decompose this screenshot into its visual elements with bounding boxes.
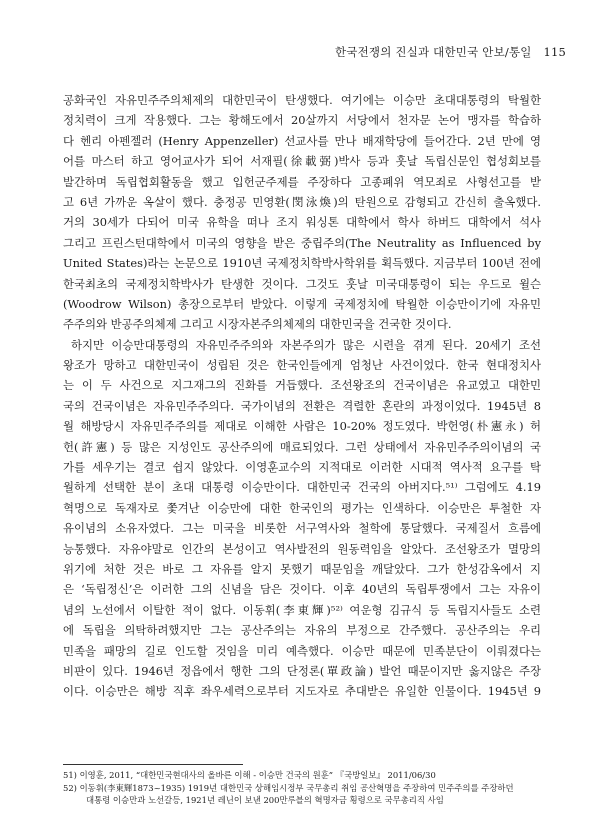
- text-line: 혁명으로 독재자로 쫓겨난 이승만에 대한 한국인의 평가는 인색하다. 이승만은 투철한 자: [63, 500, 541, 515]
- text-line: 민족을 패망의 길로 인도할 것임을 미리 예측했다. 이승만 때문에 민족분단이 이뤄졌다는: [63, 643, 541, 658]
- text-line: United States)라는 논문으로 1910년 국제정치학박사학위를 획득했다. 지금부터 100년 전에: [63, 256, 541, 271]
- text-line: 주주의와 반공주의체제 그리고 시장자본주의체제의 대한민국을 건국한 것이다.: [63, 317, 452, 332]
- body-text: [63, 90, 541, 702]
- text-line: 념의 노선에서 이탈한 적이 없다. 이동휘(李東輝)⁵²⁾ 여운형 김규식 등 독립지사들도 소련: [63, 602, 541, 617]
- text-line: 월하게 선택한 분이 초대 대통령 이승만이다. 대한민국 건국의 아버지다.⁵¹⁾ 그럼에도 4.19: [63, 480, 541, 495]
- text-line: 그리고 프린스턴대학에서 미국의 영향을 받은 중립주의(The Neutrality as Influenced by: [63, 235, 541, 250]
- text-line: (Woodrow Wilson) 총장으로부터 받았다. 이렇게 국제정치에 탁월한 이승만이기에 자유민: [63, 296, 541, 311]
- text-line: 유이념의 소유자였다. 그는 미국을 비롯한 서구역사와 철학에 통달했다. 국제질서 흐름에: [63, 521, 541, 536]
- footnote-52: 52) 이동휘(李東輝1873~1935) 1919년 대한민국 상해임시정부 국무총리 취임 공산혁명을 주장하여 민주주의를 주장하던: [63, 782, 514, 793]
- text-line: 다 헨리 아펜젤러 (Henry Appenzeller) 선교사를 만나 배재학당에 들어간다. 2년 만에 영: [63, 133, 541, 148]
- text-line: 공화국인 자유민주주의체제의 대한민국이 탄생했다. 여기에는 이승만 초대대통령의 탁월한: [63, 93, 541, 107]
- text-line: 능통했다. 자유야말로 인간의 본성이고 역사발전의 원동력임을 알았다. 조선왕조가 멸망의: [63, 541, 541, 556]
- text-line: 이다. 이승만은 해방 직후 좌우세력으로부터 지도자로 추대받은 유일한 인물이다. 1945년 9: [63, 684, 541, 699]
- running-header: [150, 44, 566, 60]
- text-line: 고 6년 가까운 옥살이 했다. 충정공 민영환(閔泳煥)의 탄원으로 감형되고 간신히 출옥했다.: [63, 194, 541, 209]
- text-line: 한국최초의 국제정치학박사가 탄생한 것이다. 그것도 훗날 미국대통령이 되는 우드로 윌슨: [63, 276, 541, 291]
- text-line: 은 ‘독립정신’은 이러한 그의 신념을 담은 것이다. 이후 40년의 독립투쟁에서 그는 자유이: [63, 582, 541, 597]
- text-line: 에 독립을 의탁하려했지만 그는 공산주의는 자유의 부정으로 간주했다. 공산주의는 우리: [63, 623, 541, 638]
- text-line: 헌(許憲) 등 많은 지성인도 공산주의에 매료되었다. 그런 상태에서 자유민주주의이념의 국: [63, 439, 541, 454]
- text-line: 가를 세우기는 결코 쉽지 않았다. 이영훈교수의 지적대로 이러한 시대적 역사적 요구를 탁: [63, 460, 541, 475]
- text-line: 월 해방당시 자유민주주의를 제대로 이해한 사람은 10-20% 정도였다. 박헌영(朴憲永) 허: [63, 419, 541, 434]
- text-line: 는 이 두 사건으로 지그재그의 진화를 거듭했다. 조선왕조의 건국이념은 유교였고 대한민: [63, 378, 541, 393]
- footnote-51: 51) 이영훈, 2011, “대한민국현대사의 올바른 이해 - 이승만 건국의 원훈” 『국방일보』 2011/06/30: [63, 770, 436, 780]
- text-line: 위기에 처한 것은 바로 그 자유를 알지 못했기 때문임을 깨달았다. 그가 한성감옥에서 지: [63, 561, 541, 576]
- footnote-52-continued: 대통령 이승만과 노선갈등, 1921년 레닌이 보낸 200만루블의 혁명자금 횡령으로 국무총리직 사임: [86, 795, 444, 805]
- text-line: 정치력이 크게 작용했다. 그는 황해도에서 20살까지 서당에서 천자문 논어 맹자를 학습하: [63, 113, 541, 128]
- running-title: 한국전쟁의 진실과 대한민국 안보/통일: [334, 45, 532, 59]
- text-line: 국의 건국이념은 자유민주주의다. 국가이념의 전환은 격렬한 혼란의 과정이었다. 1945년 8: [63, 398, 541, 413]
- text-line: 거의 30세가 다되어 미국 유학을 떠나 조지 워싱톤 대학에서 학사 하버드 대학에서 석사: [63, 215, 541, 230]
- text-line: 왕조가 망하고 대한민국이 성립된 것은 한국인들에게 엄청난 사건이었다. 한국 현대정치사: [63, 358, 541, 373]
- text-line: 어를 마스터 하고 영어교사가 되어 서재필(徐載弼)박사 등과 훗날 독립신문인 협성회보를: [63, 154, 541, 169]
- paragraph-start-line: 하지만 이승만대통령의 자유민주주의와 자본주의가 많은 시련을 겪게 된다. 20세기 조선: [71, 337, 541, 352]
- footnote-divider: [63, 764, 243, 765]
- footnotes: [63, 769, 541, 807]
- page-number: 115: [543, 45, 566, 59]
- text-line: 비판이 있다. 1946년 정읍에서 행한 그의 단정론(單政論) 발언 때문이지만 옳지않은 주장: [63, 663, 541, 678]
- text-line: 발간하며 독립협회활동을 했고 입헌군주제를 주장하다 고종폐위 역모죄로 사형선고를 받: [63, 174, 541, 189]
